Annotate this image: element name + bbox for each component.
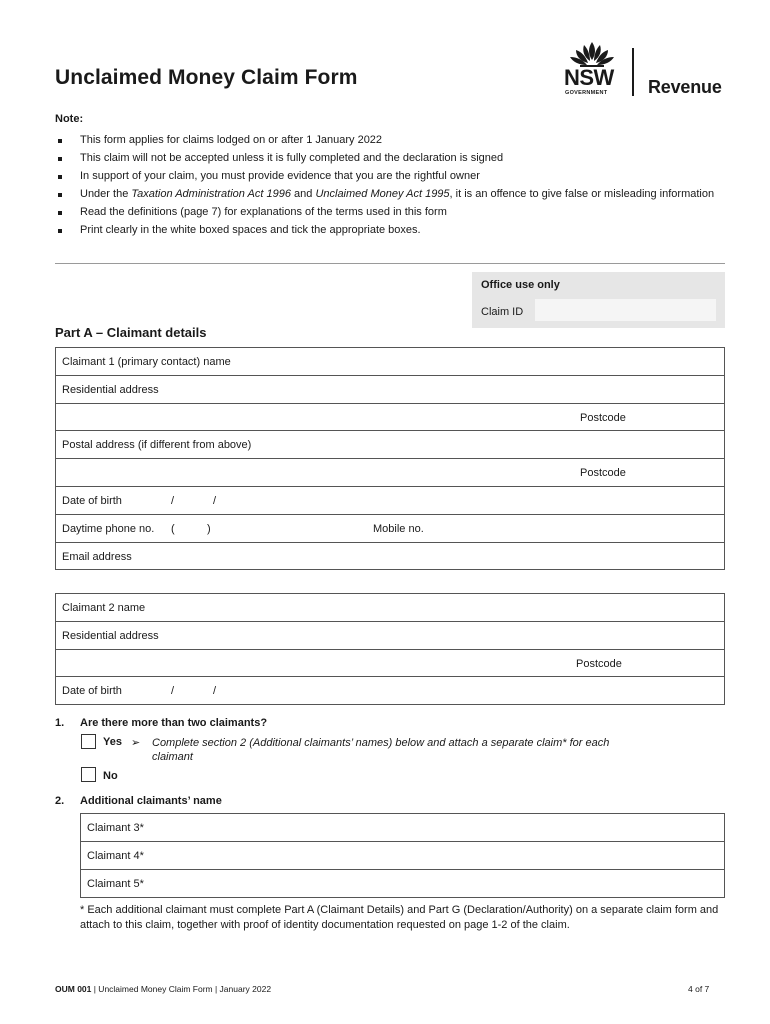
note-item: This claim will not be accepted unless it is fully completed and the declaration is signed <box>55 151 715 166</box>
nsw-revenue-logo <box>560 40 730 100</box>
postcode-label: Postcode <box>580 467 626 480</box>
postcode-label: Postcode <box>576 657 622 670</box>
form-code: OUM 001 <box>55 984 92 994</box>
note-item: In support of your claim, you must provide evidence that you are the rightful owner <box>55 169 715 184</box>
no-checkbox[interactable] <box>81 767 96 782</box>
waratah-flower-icon <box>566 40 618 68</box>
note-item: This form applies for claims lodged on or after 1 January 2022 <box>55 133 715 148</box>
yes-instruction: Complete section 2 (Additional claimants’ names) below and attach a separate claim* for each claimant <box>152 737 610 763</box>
mobile-label: Mobile no. <box>373 522 424 535</box>
claim-id-field[interactable] <box>535 299 716 321</box>
claimant-5-field[interactable]: Claimant 5* <box>87 877 144 890</box>
logo-nsw-text: NSW <box>564 65 614 90</box>
page-footer: OUM 001 | Unclaimed Money Claim Form | January 2022 <box>55 984 272 994</box>
form-title: Unclaimed Money Claim Form <box>55 66 358 89</box>
question-1-text: Are there more than two claimants? <box>80 717 268 729</box>
claim-id-label: Claim ID <box>481 306 524 318</box>
claimant-1-email-field[interactable]: Email address <box>62 550 132 563</box>
claimant-1-table <box>55 347 725 570</box>
claimant-2-name-field[interactable]: Claimant 2 name <box>56 594 724 622</box>
claimant-1-postal-line2[interactable] <box>56 459 724 487</box>
arrow-icon: ➢ <box>131 737 141 749</box>
claimant-1-dob-field[interactable]: Date of birth / / <box>56 487 724 515</box>
claimant-2-table <box>55 593 725 705</box>
act-name: Unclaimed Money Act 1995 <box>315 188 450 200</box>
note-item: Read the definitions (page 7) for explanations of the terms used in this form <box>55 205 715 220</box>
claimant-2-residential-field[interactable]: Residential address <box>56 622 724 650</box>
claimant-1-phone-field[interactable]: Daytime phone no. ( ) Mobile no. <box>56 515 724 543</box>
note-item-legal: Under the Taxation Administration Act 1996 and Unclaimed Money Act 1995, it is an offence to give false or misleading information <box>55 187 715 202</box>
note-list <box>55 133 715 241</box>
question-2-text: Additional claimants’ name <box>80 795 222 807</box>
claimant-1-residential-line2[interactable] <box>56 404 724 432</box>
note-heading: Note: <box>55 113 84 125</box>
additional-claimants-table <box>80 813 725 898</box>
claimant-4-field[interactable]: Claimant 4* <box>81 842 724 870</box>
page-number: 4 of 7 <box>688 984 710 994</box>
yes-checkbox[interactable] <box>81 734 96 749</box>
additional-claimant-footnote: * Each additional claimant must complete Part A (Claimant Details) and Part G (Declaration/Authority) on a separate claim form and attach to this claim, together with proof of identity documentation requested on page 1-2 of the claim. <box>80 904 719 931</box>
claimant-2-residential-line2[interactable] <box>56 650 724 678</box>
office-use-box <box>472 272 725 328</box>
logo-government-text: GOVERNMENT <box>565 90 608 96</box>
claimant-1-name-field[interactable]: Claimant 1 (primary contact) name <box>56 348 724 376</box>
claimant-2-dob-field[interactable]: Date of birth / / <box>62 685 217 698</box>
note-item: Print clearly in the white boxed spaces and tick the appropriate boxes. <box>55 223 715 238</box>
claimant-1-postal-field[interactable]: Postal address (if different from above) <box>56 431 724 459</box>
yes-label: Yes <box>103 736 122 748</box>
question-2-number: 2. <box>55 795 65 807</box>
question-1-number: 1. <box>55 717 65 729</box>
logo-revenue-text: Revenue <box>648 77 722 97</box>
postcode-label: Postcode <box>580 411 626 424</box>
part-a-heading: Part A – Claimant details <box>55 325 207 340</box>
no-label: No <box>103 770 118 782</box>
office-use-heading: Office use only <box>481 279 560 291</box>
claimant-3-field[interactable]: Claimant 3* <box>81 814 724 842</box>
logo-divider <box>632 48 634 96</box>
act-name: Taxation Administration Act 1996 <box>131 188 291 200</box>
divider <box>55 263 725 264</box>
claimant-1-residential-field[interactable]: Residential address <box>56 376 724 404</box>
